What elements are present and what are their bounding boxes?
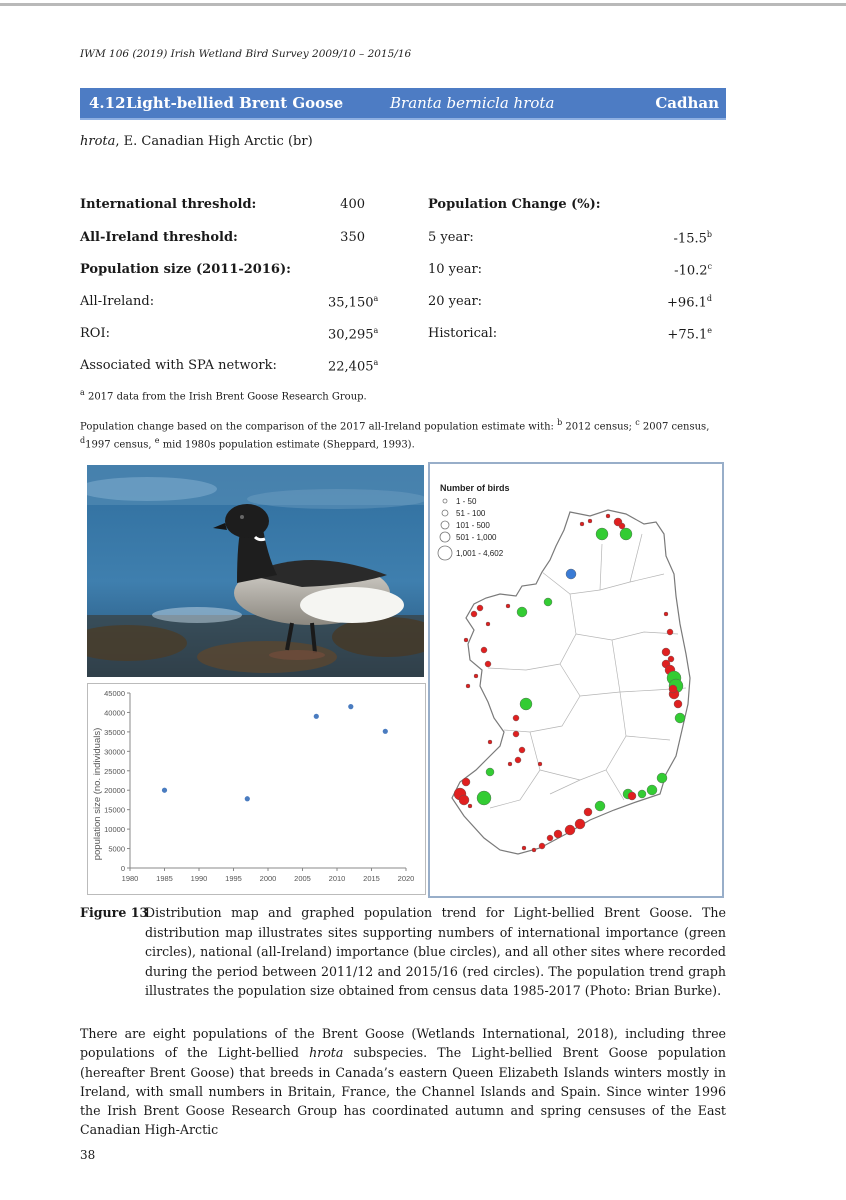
footnote bbox=[80, 388, 367, 402]
body-text: subspecies. The Light-bellied Brent Goose population (hereafter Brent Goose) that breeds in Canada’s eastern Queen Elizabeth Islands winters mostly in Ireland, with small numbers in Britain, France, the Channel Islands and Spain. Since winter 1996 the Irish Brent Goose Research Group has coordinated autumn and spring censuses of the East Canadian High-Arctic bbox=[80, 1045, 726, 1138]
site-circle bbox=[638, 790, 646, 798]
map-legend-title: Number of birds bbox=[440, 483, 510, 493]
note-text: mid 1980s population estimate (Sheppard, 1993). bbox=[159, 439, 415, 451]
population-change-label: 20 year: bbox=[428, 294, 483, 309]
legend-label: 101 - 500 bbox=[456, 521, 490, 530]
goose-photo-illustration bbox=[87, 465, 424, 677]
site-circle bbox=[522, 846, 526, 850]
legend-label: 51 - 100 bbox=[456, 509, 486, 518]
site-circle bbox=[584, 808, 592, 816]
map-legend bbox=[438, 497, 504, 560]
site-circle bbox=[517, 607, 527, 617]
site-circle bbox=[619, 523, 625, 529]
site-circle bbox=[474, 674, 478, 678]
superscript: b bbox=[557, 418, 563, 427]
spa-value bbox=[328, 358, 378, 374]
site-circle bbox=[662, 648, 670, 656]
population-size-label: Population size (2011-2016): bbox=[80, 262, 291, 277]
site-circle bbox=[628, 792, 636, 800]
site-circle bbox=[647, 785, 657, 795]
site-circle bbox=[657, 773, 667, 783]
x-tick-label: 1985 bbox=[156, 874, 173, 883]
population-change-value bbox=[620, 262, 712, 278]
site-circle bbox=[565, 825, 575, 835]
body-paragraph bbox=[80, 1024, 726, 1140]
site-circle bbox=[532, 848, 536, 852]
superscript: a bbox=[80, 388, 85, 397]
international-threshold-label: International threshold: bbox=[80, 197, 257, 212]
site-circle bbox=[486, 622, 490, 626]
data-points bbox=[162, 704, 388, 801]
site-circle bbox=[471, 611, 477, 617]
figure-caption bbox=[80, 903, 726, 1001]
population-change-number: +75.1 bbox=[667, 327, 708, 343]
y-tick-label: 0 bbox=[120, 864, 125, 873]
site-circle bbox=[588, 519, 592, 523]
site-circle bbox=[575, 819, 585, 829]
data-point bbox=[348, 704, 353, 709]
site-circle bbox=[596, 528, 608, 540]
site-circle bbox=[464, 638, 468, 642]
section-latin-name: Branta bernicla hrota bbox=[390, 94, 555, 112]
y-tick-label: 10000 bbox=[104, 825, 125, 835]
figure-label: Figure 13 bbox=[80, 905, 149, 920]
site-circle bbox=[513, 715, 519, 721]
y-tick-label: 5000 bbox=[108, 844, 125, 854]
population-change-number: -15.5 bbox=[673, 231, 707, 247]
x-tick-label: 1995 bbox=[225, 874, 242, 883]
superscript: a bbox=[373, 294, 379, 303]
site-circle bbox=[506, 604, 510, 608]
distribution-map-svg bbox=[430, 464, 722, 896]
section-header-bar bbox=[80, 88, 726, 120]
superscript: a bbox=[373, 326, 379, 335]
legend-label: 501 - 1,000 bbox=[456, 533, 497, 542]
site-circle bbox=[595, 801, 605, 811]
site-circle bbox=[466, 684, 470, 688]
site-circle bbox=[606, 514, 610, 518]
population-change-value bbox=[620, 230, 712, 246]
legend-circle bbox=[442, 510, 448, 516]
x-tick-label: 1990 bbox=[190, 874, 208, 883]
x-tick-label: 2000 bbox=[259, 874, 277, 883]
allireland-population-label: All-Ireland: bbox=[80, 294, 155, 309]
roi-label: ROI: bbox=[80, 326, 110, 341]
population-name-rest: , E. Canadian High Arctic (br) bbox=[115, 134, 313, 149]
population-change-number: +96.1 bbox=[667, 295, 707, 311]
population-change-value bbox=[620, 294, 712, 310]
population-change-label: 10 year: bbox=[428, 262, 483, 277]
y-tick-label: 25000 bbox=[104, 766, 125, 776]
x-tick-label: 2015 bbox=[363, 874, 380, 883]
site-circle bbox=[519, 747, 525, 753]
legend-label: 1 - 50 bbox=[456, 497, 477, 506]
superscript: b bbox=[706, 230, 712, 239]
allireland-threshold-label: All-Ireland threshold: bbox=[80, 230, 238, 245]
site-circle bbox=[674, 700, 682, 708]
site-circle bbox=[539, 843, 545, 849]
site-circle bbox=[477, 605, 483, 611]
site-circle bbox=[481, 647, 487, 653]
site-circle bbox=[513, 731, 519, 737]
note-text: Population change based on the comparison of the 2017 all-Ireland population estimate with: bbox=[80, 421, 558, 433]
data-point bbox=[314, 714, 319, 719]
note-text: 2007 census, bbox=[639, 421, 710, 433]
site-circle bbox=[485, 661, 491, 667]
site-circle bbox=[488, 740, 492, 744]
site-circle bbox=[459, 795, 469, 805]
y-axis-label: population size (no. individuals) bbox=[92, 727, 103, 861]
body-text-italic: hrota bbox=[309, 1045, 344, 1061]
distribution-map bbox=[428, 462, 724, 898]
population-change-number: -10.2 bbox=[674, 263, 708, 279]
y-tick-label: 30000 bbox=[104, 747, 125, 757]
site-circle bbox=[477, 791, 491, 805]
population-change-label: 5 year: bbox=[428, 230, 474, 245]
spa-number: 22,405 bbox=[328, 359, 374, 375]
trend-chart-svg bbox=[88, 684, 425, 894]
legend-circle bbox=[443, 499, 447, 503]
site-circle bbox=[668, 656, 674, 662]
site-circle bbox=[486, 768, 494, 776]
site-circle bbox=[667, 629, 673, 635]
population-change-note bbox=[80, 416, 730, 453]
population-change-value bbox=[620, 326, 712, 342]
section-title: Light-bellied Brent Goose bbox=[126, 94, 344, 112]
spa-label: Associated with SPA network: bbox=[80, 358, 277, 373]
superscript: a bbox=[373, 358, 379, 367]
superscript: d bbox=[706, 294, 712, 303]
legend-circle bbox=[440, 532, 450, 542]
goose-photo bbox=[87, 465, 424, 677]
site-circle bbox=[554, 830, 562, 838]
footnote-text: 2017 data from the Irish Brent Goose Research Group. bbox=[84, 391, 367, 403]
superscript: c bbox=[635, 418, 640, 427]
site-circle bbox=[462, 778, 470, 786]
legend-circle bbox=[441, 521, 449, 529]
site-circle bbox=[515, 757, 521, 763]
top-rule bbox=[0, 3, 846, 6]
section-number: 4.12 bbox=[89, 94, 126, 112]
figure-caption-text: Distribution map and graphed population trend for Light-bellied Brent Goose. The distribution map illustrates sites supporting numbers of international importance (green circles), national (all-Ireland) importance (blue circles), and all other sites where recorded during the period between 2011/12 and 2015/16 (red circles). The population trend graph illustrates the population size obtained from census data 1985-2017 (Photo: Brian Burke). bbox=[145, 905, 726, 998]
x-tick-label: 2010 bbox=[328, 874, 346, 883]
x-tick-label: 2005 bbox=[294, 874, 311, 883]
legend-circle bbox=[438, 546, 452, 560]
site-circle bbox=[508, 762, 512, 766]
legend-label: 1,001 - 4,602 bbox=[456, 549, 504, 558]
site-circle bbox=[675, 713, 685, 723]
note-text: 1997 census, bbox=[85, 439, 155, 451]
site-circle bbox=[669, 685, 677, 693]
y-tick-label: 45000 bbox=[104, 689, 125, 698]
section-irish-name: Cadhan bbox=[655, 94, 719, 112]
note-text: 2012 census; bbox=[562, 421, 636, 433]
population-trend-chart bbox=[87, 683, 426, 895]
superscript: e bbox=[154, 436, 160, 446]
site-circle bbox=[664, 612, 668, 616]
population-change-heading: Population Change (%): bbox=[428, 197, 601, 212]
population-name bbox=[80, 134, 313, 149]
y-tick-label: 15000 bbox=[104, 805, 125, 815]
site-circle bbox=[620, 528, 632, 540]
y-tick-label: 20000 bbox=[104, 786, 125, 796]
page-number: 38 bbox=[80, 1148, 96, 1162]
data-point bbox=[162, 788, 167, 793]
site-circle bbox=[538, 762, 542, 766]
chart-axes bbox=[104, 689, 414, 883]
data-point bbox=[245, 796, 250, 801]
data-point bbox=[383, 729, 388, 734]
superscript: d bbox=[80, 436, 86, 446]
x-tick-label: 2020 bbox=[397, 874, 415, 883]
running-head: IWM 106 (2019) Irish Wetland Bird Survey 2009/10 – 2015/16 bbox=[80, 48, 412, 60]
allireland-population-number: 35,150 bbox=[328, 295, 374, 311]
population-name-italic: hrota bbox=[80, 134, 116, 149]
roi-number: 30,295 bbox=[328, 327, 374, 343]
site-circle bbox=[580, 522, 584, 526]
allireland-population-value bbox=[328, 294, 378, 310]
population-change-label: Historical: bbox=[428, 326, 498, 341]
international-threshold-value: 400 bbox=[340, 197, 365, 212]
superscript: c bbox=[707, 262, 712, 271]
body-text: There are eight populations of the Brent Goose (Wetlands International, 2018), including three populations of the Light-bellied bbox=[80, 1026, 726, 1061]
roi-value bbox=[328, 326, 378, 342]
site-circle bbox=[547, 835, 553, 841]
x-tick-label: 1980 bbox=[121, 874, 139, 883]
site-circle bbox=[468, 804, 472, 808]
superscript: e bbox=[707, 326, 712, 335]
site-circle bbox=[566, 569, 576, 579]
allireland-threshold-value: 350 bbox=[340, 230, 365, 245]
site-circle bbox=[520, 698, 532, 710]
site-circle bbox=[544, 598, 552, 606]
y-tick-label: 40000 bbox=[104, 708, 125, 718]
y-tick-label: 35000 bbox=[104, 727, 125, 737]
